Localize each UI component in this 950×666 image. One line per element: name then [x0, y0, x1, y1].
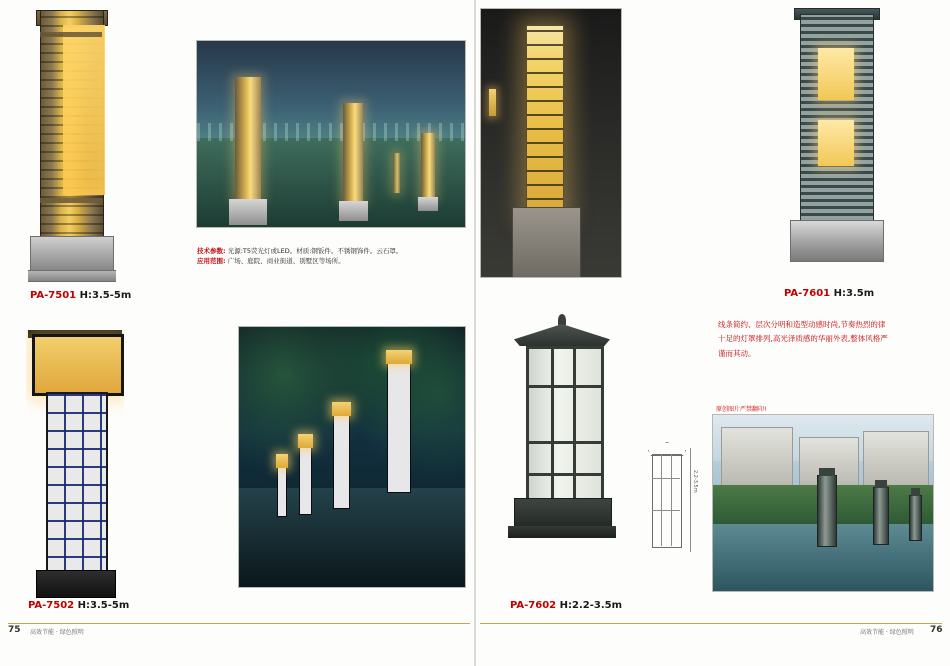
- column-plinth: [28, 270, 116, 282]
- pa-7602-product-image: [500, 308, 626, 552]
- lamp-roof: [911, 488, 920, 496]
- column-shaft: [46, 392, 108, 576]
- lamp-column: [817, 475, 837, 547]
- drawing-mullion: [661, 454, 662, 546]
- column-band: [40, 198, 102, 203]
- lamp-base: [418, 197, 438, 211]
- column-light-panel: [63, 25, 105, 195]
- dimension-line: [690, 448, 691, 552]
- footer-caption-right: 高效节能 · 绿色照明: [860, 629, 914, 636]
- column-pattern: [48, 394, 106, 574]
- drawing-transom: [652, 478, 680, 479]
- lamp-roof: [819, 468, 835, 476]
- drawing-mullion: [671, 454, 672, 546]
- transom: [529, 473, 601, 476]
- column-base: [36, 570, 116, 598]
- page-number-right: 76: [930, 625, 943, 635]
- building: [863, 431, 929, 491]
- drawing-body: [652, 454, 682, 548]
- footer-rule-left: [8, 623, 470, 624]
- photo-road: [239, 488, 465, 587]
- building: [721, 427, 793, 491]
- description-block: 线条简约、层次分明和造型动感时尚,节奏热烈的律十足的灯罩排列,高光泽质感的华丽外表,整体风格严谨而其动。: [718, 320, 888, 358]
- transom: [529, 385, 601, 388]
- lamp-column: [277, 467, 287, 517]
- secondary-lamp: [489, 89, 496, 116]
- footer-caption-left: 高效节能 · 绿色照明: [30, 629, 84, 636]
- specs-block: 技术参数: 光源:T5荧光灯或LED。材质:钢钣件。不锈钢饰件。云石罩。 应用范围: 广场、庭院、商业街道、别墅区等场所。: [197, 247, 403, 266]
- pa-7501-product-image: [28, 10, 116, 282]
- lamp-column: [421, 133, 435, 199]
- technical-drawing: [636, 430, 700, 560]
- lamp-column: [299, 447, 312, 515]
- column-band: [40, 32, 102, 37]
- lamp-column: [873, 487, 889, 545]
- lantern-head: [32, 334, 124, 396]
- pa-7601-caption: PA-7601 H:3.5m: [784, 288, 875, 299]
- dimension-label: 2.2-3.5m: [692, 470, 698, 493]
- pa-7502-caption: PA-7502 H:3.5-5m: [28, 600, 130, 611]
- lantern-roof: [514, 324, 610, 346]
- lamp-head: [276, 454, 288, 468]
- pa-7502-product-image: [26, 330, 124, 598]
- transom: [529, 441, 601, 444]
- main-lamp-body: [526, 25, 564, 215]
- page-number-left: 75: [8, 625, 21, 635]
- page-spine: [474, 0, 476, 666]
- footer-rule-right: [480, 623, 942, 624]
- lamp-base: [339, 201, 368, 221]
- pa-7501-caption: PA-7501 H:3.5-5m: [30, 290, 132, 301]
- lantern-plinth: [508, 526, 616, 538]
- column-light-panel: [818, 48, 854, 100]
- mullion: [551, 349, 554, 501]
- lamp-column: [393, 153, 400, 193]
- mullion: [573, 349, 576, 501]
- lamp-head: [298, 434, 313, 448]
- lamp-roof: [875, 480, 887, 488]
- column-shaft: [40, 10, 104, 244]
- column-light-panel: [818, 120, 854, 166]
- night-vertical-photo: [480, 8, 622, 278]
- column-stone-base: [790, 220, 884, 262]
- lamp-column: [235, 77, 261, 201]
- plaza-night-photo: [196, 40, 466, 228]
- photo-trees: [239, 327, 465, 488]
- copyright-note: 原创图片严禁翻印!: [716, 406, 767, 413]
- lamp-head: [386, 350, 412, 364]
- pa-7602-caption: PA-7602 H:2.2-3.5m: [510, 600, 622, 611]
- lantern-body: [526, 346, 604, 504]
- pa-7601-product-image: [784, 8, 900, 264]
- stone-base: [512, 207, 581, 278]
- lamp-column: [333, 415, 350, 509]
- riverside-photo: [712, 414, 934, 592]
- lamp-column: [387, 363, 411, 493]
- lamp-column: [909, 495, 922, 541]
- lamp-head: [332, 402, 351, 416]
- lamp-column: [343, 103, 363, 203]
- drawing-transom: [652, 510, 680, 511]
- street-night-photo: [238, 326, 466, 588]
- column-louvers: [800, 14, 874, 224]
- lamp-base: [229, 199, 267, 225]
- lamp-grid: [527, 26, 563, 214]
